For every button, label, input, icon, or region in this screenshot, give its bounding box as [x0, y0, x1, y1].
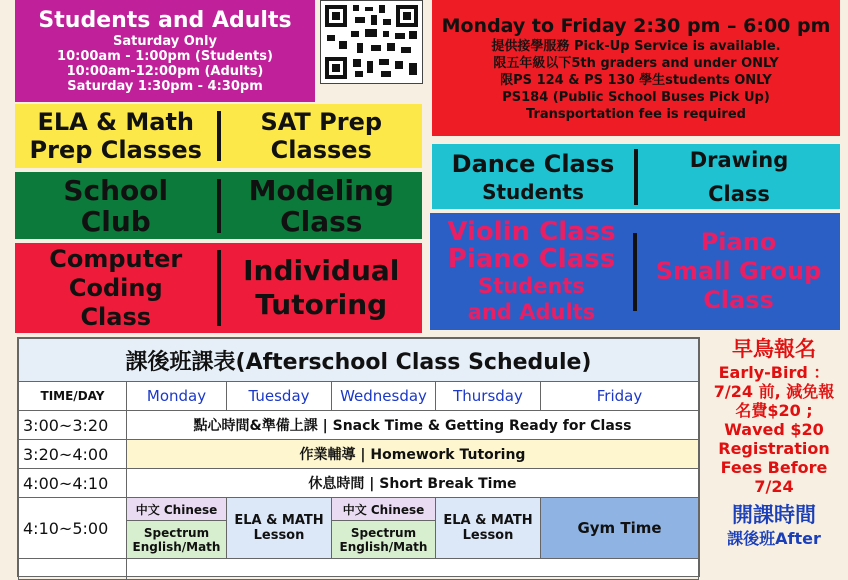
- box-line: Violin Class: [447, 216, 616, 247]
- chinese-cell: 中文 Chinese: [332, 498, 436, 521]
- box-line: Prep Classes: [29, 136, 202, 164]
- table-row: [19, 440, 699, 469]
- early-bird-line: Waved $20: [724, 420, 824, 439]
- cell-line: English/Math: [339, 539, 428, 554]
- box-line: Coding: [68, 273, 163, 302]
- box-line: Piano: [700, 228, 777, 256]
- individual-tutoring: [221, 243, 423, 333]
- pickup-line: 提供接學服務 Pick-Up Service is available.: [491, 38, 781, 54]
- schedule-title: 課後班課表(Afterschool Class Schedule): [19, 339, 699, 382]
- early-bird-line: 7/24: [754, 477, 794, 496]
- spectrum-cell: [127, 521, 227, 559]
- box-line: Tutoring: [255, 288, 388, 321]
- prep-classes-box: [15, 104, 422, 168]
- early-bird-line: Fees Before: [720, 458, 828, 477]
- coding-tutoring-box: [15, 243, 422, 333]
- box-line: Piano Class: [447, 243, 616, 274]
- cell-line: Lesson: [253, 528, 305, 543]
- cell-line: Spectrum: [350, 525, 417, 540]
- box-line: Class: [80, 302, 152, 331]
- music-box: [430, 213, 840, 330]
- weekend-class-panel: [15, 0, 315, 102]
- weekend-line: 10:00am-12:00pm (Adults): [66, 64, 264, 79]
- header-thursday: Thursday: [436, 382, 541, 411]
- box-line: Class: [708, 181, 770, 206]
- header-time-day: TIME/DAY: [19, 382, 127, 411]
- box-line: Drawing: [689, 147, 789, 172]
- weekend-line: Saturday Only: [113, 34, 217, 49]
- table-row: [19, 498, 699, 521]
- gym-time-cell: Gym Time: [541, 498, 699, 559]
- club-modeling-box: [15, 172, 422, 239]
- sat-prep: [221, 104, 423, 168]
- pickup-line: Transportation fee is required: [526, 106, 746, 122]
- pickup-line: 限五年級以下5th graders and under ONLY: [493, 55, 779, 71]
- box-line: ELA & Math: [37, 108, 195, 136]
- time-cell: [19, 559, 127, 580]
- dance-drawing-box: [432, 144, 840, 209]
- drawing-class: [638, 144, 840, 209]
- open-time-sub: 課後班After: [727, 529, 821, 548]
- early-bird-line: Early-Bird ：: [718, 363, 830, 382]
- ela-math-prep: [15, 104, 217, 168]
- dance-class: [432, 144, 634, 209]
- early-bird-line: Registration: [718, 439, 830, 458]
- header-wednesday: Wednesday: [332, 382, 436, 411]
- ela-math-cell: [436, 498, 541, 559]
- box-line: SAT Prep: [260, 108, 383, 136]
- box-line: Class: [703, 286, 774, 314]
- box-line: and Adults: [467, 299, 596, 324]
- activity-cell: 點心時間&準備上課 | Snack Time & Getting Ready for Class: [127, 411, 699, 440]
- time-cell: 3:20~4:00: [19, 440, 127, 469]
- computer-coding: [15, 243, 217, 333]
- header-tuesday: Tuesday: [227, 382, 332, 411]
- box-line: Computer: [49, 244, 183, 273]
- header-monday: Monday: [127, 382, 227, 411]
- early-bird-title: 早鳥報名: [732, 337, 816, 361]
- weekend-line: 10:00am - 1:00pm (Students): [57, 49, 273, 64]
- time-cell: 4:10~5:00: [19, 498, 127, 559]
- pickup-line: 限PS 124 & PS 130 學生students ONLY: [500, 72, 772, 88]
- box-line: Classes: [270, 136, 372, 164]
- box-line: Modeling: [248, 173, 394, 207]
- cell-line: ELA & MATH: [234, 513, 324, 528]
- after-school-panel: [432, 0, 840, 136]
- box-line: Individual: [243, 254, 400, 287]
- modeling-class: [221, 172, 423, 239]
- box-line: Small Group: [655, 257, 822, 285]
- weekday-hours-heading: Monday to Friday 2:30 pm – 6:00 pm: [441, 14, 831, 37]
- cell-line: Spectrum: [143, 525, 210, 540]
- table-row: [19, 411, 699, 440]
- activity-cell: 作業輔導 | Homework Tutoring: [127, 440, 699, 469]
- box-line: School: [63, 173, 169, 207]
- cell-line: English/Math: [132, 539, 221, 554]
- spectrum-cell: [332, 521, 436, 559]
- header-friday: Friday: [541, 382, 699, 411]
- box-line: Students: [478, 273, 585, 298]
- early-bird-sidebar: [700, 336, 848, 566]
- weekend-line: Saturday 1:30pm - 4:30pm: [67, 79, 263, 94]
- qr-code-icon[interactable]: [320, 0, 423, 84]
- violin-piano-class: [430, 213, 633, 330]
- box-line: Students: [482, 179, 584, 204]
- activity-cell: 休息時間 | Short Break Time: [127, 469, 699, 498]
- cell-line: Lesson: [462, 528, 514, 543]
- cell-line: ELA & MATH: [443, 513, 533, 528]
- weekend-heading: Students and Adults: [38, 8, 292, 33]
- schedule-table: [17, 337, 700, 577]
- table-row: [19, 469, 699, 498]
- box-line: Class: [280, 204, 363, 238]
- early-bird-line: 7/24 前, 減免報: [713, 382, 835, 401]
- activity-cell: [127, 559, 699, 580]
- open-time-title: 開課時間: [732, 503, 816, 527]
- box-line: Club: [80, 204, 151, 238]
- piano-small-group: [637, 213, 840, 330]
- time-cell: 3:00~3:20: [19, 411, 127, 440]
- chinese-cell: 中文 Chinese: [127, 498, 227, 521]
- ela-math-cell: [227, 498, 332, 559]
- time-cell: 4:00~4:10: [19, 469, 127, 498]
- school-club: [15, 172, 217, 239]
- box-line: Dance Class: [451, 149, 615, 178]
- pickup-line: PS184 (Public School Buses Pick Up): [502, 89, 770, 105]
- early-bird-line: 名費$20 ;: [735, 401, 813, 420]
